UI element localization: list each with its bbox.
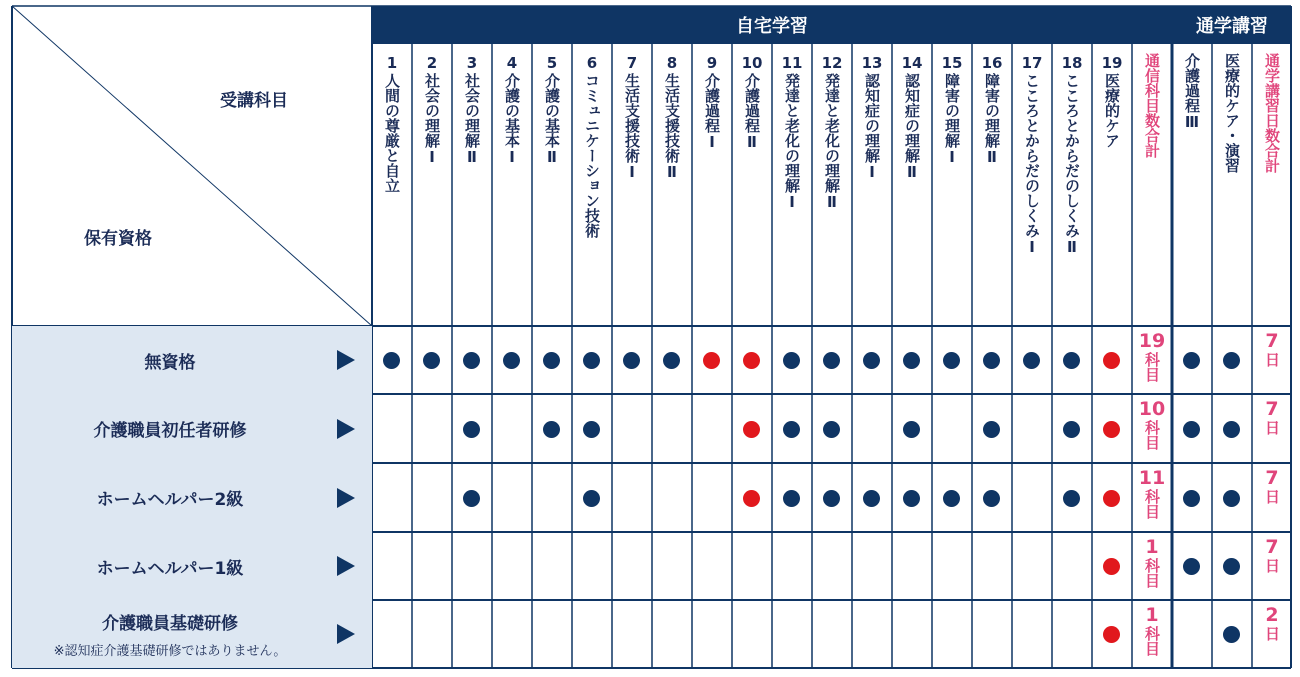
subject-name: 障害の理解Ⅱ bbox=[983, 73, 1001, 166]
navy-dot-mark bbox=[943, 490, 960, 507]
correspondence-count: 11 科目 bbox=[1138, 467, 1166, 519]
school-subject-header-2: 医療的ケア・演習 bbox=[1223, 53, 1241, 173]
navy-dot-mark bbox=[1063, 421, 1080, 438]
red-dot-mark bbox=[1103, 626, 1120, 643]
navy-dot-mark bbox=[903, 352, 920, 369]
subject-header-8 bbox=[652, 48, 692, 326]
navy-dot-mark bbox=[1183, 490, 1200, 507]
subject-header-16 bbox=[972, 48, 1012, 326]
qualification-row-label bbox=[12, 463, 372, 532]
subject-number: 11 bbox=[781, 54, 803, 72]
subject-number: 1 bbox=[386, 54, 398, 72]
subject-number: 17 bbox=[1021, 54, 1043, 72]
qualification-name: 無資格 bbox=[144, 352, 196, 373]
school-days-count: 7 日 bbox=[1263, 536, 1281, 573]
red-dot-mark bbox=[703, 352, 720, 369]
red-dot-mark bbox=[1103, 490, 1120, 507]
navy-dot-mark bbox=[823, 490, 840, 507]
qualification-label: 保有資格 bbox=[84, 229, 152, 249]
qualification-row-label bbox=[12, 394, 372, 463]
navy-dot-mark bbox=[583, 352, 600, 369]
navy-dot-mark bbox=[1223, 626, 1240, 643]
subjects-label: 受講科目 bbox=[220, 91, 288, 111]
navy-dot-mark bbox=[1223, 421, 1240, 438]
subject-header-7 bbox=[612, 48, 652, 326]
red-dot-mark bbox=[1103, 421, 1120, 438]
subject-number: 10 bbox=[741, 54, 763, 72]
subject-number: 6 bbox=[586, 54, 598, 72]
subject-name: 人間の尊厳と自立 bbox=[383, 73, 401, 193]
navy-dot-mark bbox=[783, 490, 800, 507]
navy-dot-mark bbox=[903, 421, 920, 438]
subject-header-3 bbox=[452, 48, 492, 326]
subject-name: 認知症の理解Ⅱ bbox=[903, 73, 921, 181]
triangle-right-icon bbox=[337, 419, 355, 439]
subject-number: 7 bbox=[626, 54, 638, 72]
school-days-count: 2 日 bbox=[1263, 604, 1281, 641]
subject-number: 9 bbox=[706, 54, 718, 72]
school-days-header: 通学講習日数合計 bbox=[1263, 53, 1281, 173]
navy-dot-mark bbox=[1223, 352, 1240, 369]
school-study-header: 通学講習 bbox=[1173, 6, 1291, 44]
navy-dot-mark bbox=[863, 490, 880, 507]
navy-dot-mark bbox=[503, 352, 520, 369]
navy-dot-mark bbox=[543, 421, 560, 438]
navy-dot-mark bbox=[983, 352, 1000, 369]
navy-dot-mark bbox=[823, 421, 840, 438]
subject-header-10 bbox=[732, 48, 772, 326]
home-study-header: 自宅学習 bbox=[372, 6, 1172, 44]
qualification-name: 介護職員基礎研修 bbox=[102, 614, 238, 634]
correspondence-count: 1 科目 bbox=[1143, 604, 1161, 656]
navy-dot-mark bbox=[463, 490, 480, 507]
subject-number: 3 bbox=[466, 54, 478, 72]
subject-name: コミュニケーション技術 bbox=[583, 73, 601, 238]
subject-header-9 bbox=[692, 48, 732, 326]
subject-header-12 bbox=[812, 48, 852, 326]
subject-name: 社会の理解Ⅱ bbox=[463, 73, 481, 166]
subject-number: 16 bbox=[981, 54, 1003, 72]
subject-header-13 bbox=[852, 48, 892, 326]
navy-dot-mark bbox=[583, 421, 600, 438]
subject-name: 医療的ケア bbox=[1103, 73, 1121, 148]
subject-name: 介護の基本Ⅰ bbox=[503, 73, 521, 166]
subject-name: 介護過程Ⅱ bbox=[743, 73, 761, 151]
subject-name: 生活支援技術Ⅱ bbox=[663, 73, 681, 181]
navy-dot-mark bbox=[1183, 558, 1200, 575]
subject-number: 18 bbox=[1061, 54, 1083, 72]
navy-dot-mark bbox=[1063, 352, 1080, 369]
navy-dot-mark bbox=[983, 490, 1000, 507]
navy-dot-mark bbox=[823, 352, 840, 369]
subject-number: 12 bbox=[821, 54, 843, 72]
subject-header-14 bbox=[892, 48, 932, 326]
subject-name: 発達と老化の理解Ⅰ bbox=[783, 73, 801, 211]
red-dot-mark bbox=[743, 352, 760, 369]
navy-dot-mark bbox=[543, 352, 560, 369]
school-days-count: 7 日 bbox=[1263, 398, 1281, 435]
red-dot-mark bbox=[743, 421, 760, 438]
navy-dot-mark bbox=[663, 352, 680, 369]
navy-dot-mark bbox=[1183, 352, 1200, 369]
qualification-name: ホームヘルパー1級 bbox=[96, 558, 244, 579]
school-subject-header-1: 介護過程Ⅲ bbox=[1183, 53, 1201, 131]
navy-dot-mark bbox=[463, 352, 480, 369]
school-days-count: 7 日 bbox=[1263, 467, 1281, 504]
navy-dot-mark bbox=[783, 352, 800, 369]
subject-header-1 bbox=[372, 48, 412, 326]
qualification-name: ホームヘルパー2級 bbox=[96, 490, 244, 510]
navy-dot-mark bbox=[1223, 490, 1240, 507]
subject-number: 14 bbox=[901, 54, 923, 72]
subject-name: 発達と老化の理解Ⅱ bbox=[823, 73, 841, 211]
subject-name: こころとからだのしくみⅠ bbox=[1023, 73, 1041, 256]
qualification-name: 介護職員初任者研修 bbox=[93, 421, 247, 441]
triangle-right-icon bbox=[337, 350, 355, 370]
navy-dot-mark bbox=[783, 421, 800, 438]
triangle-right-icon bbox=[337, 488, 355, 508]
correspondence-count: 19 科目 bbox=[1138, 330, 1166, 382]
navy-dot-mark bbox=[383, 352, 400, 369]
correspondence-count: 1 科目 bbox=[1143, 536, 1161, 588]
subject-number: 2 bbox=[426, 54, 438, 72]
subject-header-2 bbox=[412, 48, 452, 326]
subject-number: 15 bbox=[941, 54, 963, 72]
correspondence-count-header: 通信科目数合計 bbox=[1143, 53, 1161, 158]
navy-dot-mark bbox=[903, 490, 920, 507]
subject-number: 4 bbox=[506, 54, 518, 72]
qualification-row-label bbox=[12, 600, 372, 668]
subject-name: 介護の基本Ⅱ bbox=[543, 73, 561, 166]
subject-header-5 bbox=[532, 48, 572, 326]
subject-header-18 bbox=[1052, 48, 1092, 326]
subject-header-19 bbox=[1092, 48, 1132, 326]
subject-name: 障害の理解Ⅰ bbox=[943, 73, 961, 166]
subject-name: こころとからだのしくみⅡ bbox=[1063, 73, 1081, 256]
qualification-row-label bbox=[12, 532, 372, 600]
triangle-right-icon bbox=[337, 556, 355, 576]
navy-dot-mark bbox=[1223, 558, 1240, 575]
triangle-right-icon bbox=[337, 624, 355, 644]
navy-dot-mark bbox=[1063, 490, 1080, 507]
navy-dot-mark bbox=[943, 352, 960, 369]
navy-dot-mark bbox=[583, 490, 600, 507]
subject-header-11 bbox=[772, 48, 812, 326]
subject-header-6 bbox=[572, 48, 612, 326]
subject-name: 介護過程Ⅰ bbox=[703, 73, 721, 151]
subject-name: 生活支援技術Ⅰ bbox=[623, 73, 641, 181]
navy-dot-mark bbox=[623, 352, 640, 369]
correspondence-count: 10 科目 bbox=[1138, 398, 1166, 450]
subject-number: 19 bbox=[1101, 54, 1123, 72]
navy-dot-mark bbox=[863, 352, 880, 369]
subject-header-15 bbox=[932, 48, 972, 326]
red-dot-mark bbox=[1103, 352, 1120, 369]
red-dot-mark bbox=[743, 490, 760, 507]
subject-name: 社会の理解Ⅰ bbox=[423, 73, 441, 166]
qualification-note: ※認知症介護基礎研修ではありません。 bbox=[53, 644, 287, 659]
subject-number: 13 bbox=[861, 54, 883, 72]
navy-dot-mark bbox=[1183, 421, 1200, 438]
navy-dot-mark bbox=[463, 421, 480, 438]
subject-number: 5 bbox=[546, 54, 558, 72]
navy-dot-mark bbox=[423, 352, 440, 369]
subject-header-4 bbox=[492, 48, 532, 326]
subject-name: 認知症の理解Ⅰ bbox=[863, 73, 881, 181]
qualification-row-label bbox=[12, 326, 372, 394]
navy-dot-mark bbox=[1023, 352, 1040, 369]
school-days-count: 7 日 bbox=[1263, 330, 1281, 367]
subject-number: 8 bbox=[666, 54, 678, 72]
navy-dot-mark bbox=[983, 421, 1000, 438]
subject-header-17 bbox=[1012, 48, 1052, 326]
red-dot-mark bbox=[1103, 558, 1120, 575]
